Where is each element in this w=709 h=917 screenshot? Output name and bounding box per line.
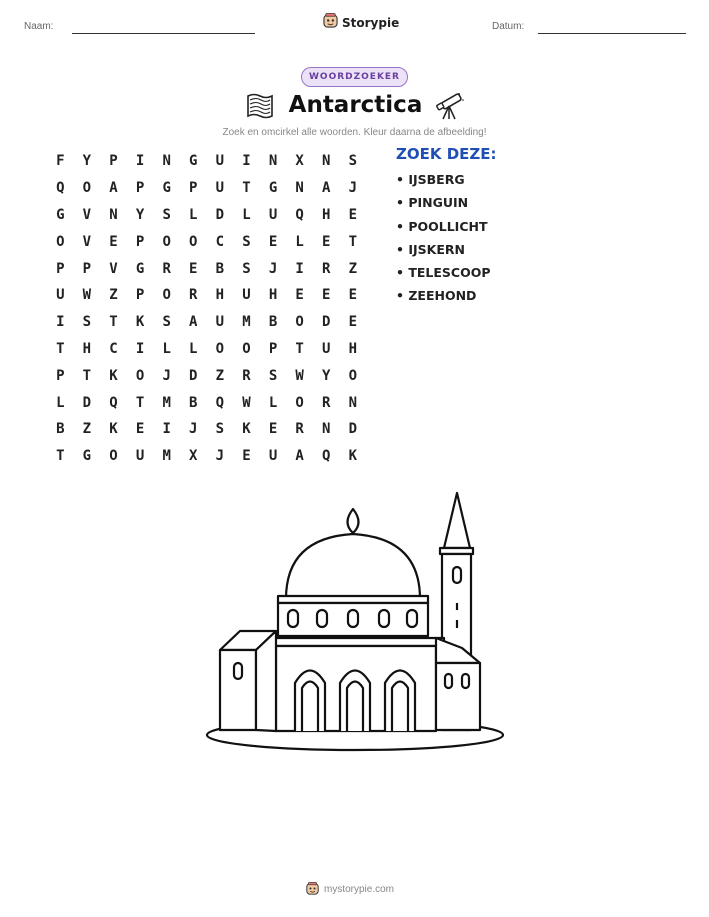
grid-letter[interactable]: Q xyxy=(56,180,65,197)
grid-letter[interactable]: C xyxy=(109,340,118,357)
grid-letter[interactable]: U xyxy=(215,180,225,197)
word-item: • IJSKERN xyxy=(396,241,465,257)
grid-letter[interactable]: U xyxy=(215,314,225,331)
name-label: Naam: xyxy=(24,21,54,32)
grid-letter[interactable]: K xyxy=(135,314,145,331)
grid-letter[interactable]: V xyxy=(82,206,92,223)
grid-letter[interactable]: O xyxy=(82,180,92,197)
grid-letter[interactable]: O xyxy=(295,314,304,331)
footer xyxy=(306,880,394,899)
grid-row xyxy=(47,362,366,389)
grid-letter[interactable]: S xyxy=(162,314,171,331)
grid-letter[interactable]: F xyxy=(56,153,65,170)
grid-letter[interactable]: N xyxy=(109,206,118,223)
grid-letter[interactable]: O xyxy=(162,233,171,250)
grid-letter[interactable]: K xyxy=(109,421,118,438)
grid-letter[interactable]: K xyxy=(348,448,358,465)
grid-letter[interactable]: A xyxy=(295,448,304,465)
grid-letter[interactable]: O xyxy=(295,394,304,411)
grid-letter[interactable]: V xyxy=(109,260,118,277)
grid-letter[interactable]: U xyxy=(268,206,278,223)
name-field[interactable] xyxy=(72,33,255,34)
word-item: • ZEEHOND xyxy=(396,288,477,304)
grid-letter[interactable]: D xyxy=(322,314,331,331)
grid-letter[interactable]: X xyxy=(189,448,198,465)
grid-letter[interactable]: E xyxy=(268,233,278,250)
grid-letter[interactable]: V xyxy=(82,233,92,250)
grid-letter[interactable]: U xyxy=(322,340,331,357)
grid-letter[interactable]: E xyxy=(322,233,331,250)
storypie-mascot-icon xyxy=(306,880,319,899)
grid-letter[interactable]: D xyxy=(189,367,198,384)
grid-row xyxy=(47,255,366,282)
grid-letter[interactable]: H xyxy=(348,340,358,357)
date-label: Datum: xyxy=(492,21,525,32)
grid-letter[interactable]: R xyxy=(242,367,251,384)
grid-letter[interactable]: O xyxy=(215,340,225,357)
grid-letter[interactable]: P xyxy=(109,153,118,170)
grid-letter[interactable]: E xyxy=(348,314,358,331)
grid-row xyxy=(47,282,366,309)
grid-letter[interactable]: U xyxy=(135,448,145,465)
date-field[interactable] xyxy=(538,33,686,34)
grid-letter[interactable]: T xyxy=(56,340,65,357)
grid-letter[interactable]: A xyxy=(189,314,198,331)
grid-letter[interactable]: I xyxy=(295,260,304,277)
word-list xyxy=(396,172,491,312)
worksheet-type-badge: WOORDZOEKER xyxy=(301,67,408,87)
grid-letter[interactable]: X xyxy=(295,153,304,170)
grid-letter[interactable]: O xyxy=(109,448,118,465)
grid-letter[interactable]: O xyxy=(162,287,171,304)
grid-letter[interactable]: O xyxy=(189,233,198,250)
grid-letter[interactable]: B xyxy=(268,314,278,331)
grid-letter[interactable]: Z xyxy=(82,421,92,438)
grid-letter[interactable]: H xyxy=(322,206,331,223)
grid-letter[interactable]: D xyxy=(215,206,225,223)
grid-letter[interactable]: P xyxy=(56,367,65,384)
grid-letter[interactable]: E xyxy=(135,421,145,438)
grid-letter[interactable]: N xyxy=(348,394,358,411)
grid-letter[interactable]: E xyxy=(322,287,331,304)
word-item: • IJSBERG xyxy=(396,172,465,187)
grid-letter[interactable]: R xyxy=(322,394,331,411)
grid-letter[interactable]: B xyxy=(215,260,225,277)
grid-letter[interactable]: N xyxy=(162,153,171,170)
grid-letter[interactable]: P xyxy=(189,180,198,197)
grid-letter[interactable]: E xyxy=(348,287,358,304)
word-search-grid xyxy=(47,148,366,470)
word-item: • PINGUIN xyxy=(396,195,469,211)
grid-letter[interactable]: L xyxy=(295,233,304,250)
grid-letter[interactable]: B xyxy=(56,421,65,438)
grid-row xyxy=(47,416,366,443)
grid-letter[interactable]: P xyxy=(82,260,92,277)
grid-letter[interactable]: S xyxy=(82,314,92,331)
grid-letter[interactable]: L xyxy=(56,394,65,411)
grid-row xyxy=(47,175,366,202)
grid-letter[interactable]: O xyxy=(348,367,358,384)
grid-letter[interactable]: A xyxy=(109,180,118,197)
word-list-title: ZOEK DEZE: xyxy=(396,145,497,163)
grid-letter[interactable]: G xyxy=(189,153,198,170)
grid-letter[interactable]: S xyxy=(162,206,171,223)
grid-letter[interactable]: P xyxy=(268,340,278,357)
grid-letter[interactable]: J xyxy=(268,260,278,277)
grid-letter[interactable]: T xyxy=(109,314,118,331)
grid-letter[interactable]: T xyxy=(295,340,304,357)
grid-letter[interactable]: Z xyxy=(109,287,118,304)
grid-letter[interactable]: R xyxy=(295,421,304,438)
grid-letter[interactable]: T xyxy=(82,367,92,384)
grid-letter[interactable]: S xyxy=(215,421,225,438)
grid-letter[interactable]: U xyxy=(56,287,65,304)
grid-letter[interactable]: J xyxy=(348,180,358,197)
grid-letter[interactable]: G xyxy=(268,180,278,197)
grid-letter[interactable]: P xyxy=(135,233,145,250)
grid-letter[interactable]: M xyxy=(162,448,171,465)
grid-letter[interactable]: U xyxy=(215,153,225,170)
grid-letter[interactable]: E xyxy=(242,448,251,465)
grid-letter[interactable]: S xyxy=(242,233,251,250)
grid-letter[interactable]: Z xyxy=(215,367,225,384)
grid-letter[interactable]: Y xyxy=(322,367,331,384)
grid-letter[interactable]: W xyxy=(82,287,92,304)
grid-letter[interactable]: N xyxy=(295,180,304,197)
grid-letter[interactable]: Q xyxy=(109,394,118,411)
brand-name: Storypie xyxy=(342,15,400,30)
grid-letter[interactable]: U xyxy=(268,448,278,465)
grid-letter[interactable]: M xyxy=(162,394,171,411)
wavy-flag-icon xyxy=(244,90,276,126)
grid-letter[interactable]: Z xyxy=(348,260,358,277)
grid-letter[interactable]: R xyxy=(322,260,331,277)
grid-letter[interactable]: D xyxy=(348,421,358,438)
grid-letter[interactable]: N xyxy=(268,153,278,170)
word-item: • TELESCOOP xyxy=(396,265,491,281)
grid-letter[interactable]: O xyxy=(242,340,251,357)
grid-letter[interactable]: E xyxy=(348,206,358,223)
grid-letter[interactable]: N xyxy=(322,421,331,438)
grid-letter[interactable]: H xyxy=(268,287,278,304)
grid-letter[interactable]: P xyxy=(135,180,145,197)
grid-letter[interactable]: E xyxy=(189,260,198,277)
telescope-icon xyxy=(433,90,465,126)
grid-letter[interactable]: Q xyxy=(215,394,225,411)
grid-row xyxy=(47,389,366,416)
grid-letter[interactable]: I xyxy=(135,153,145,170)
grid-row xyxy=(47,148,366,175)
grid-letter[interactable]: U xyxy=(242,287,251,304)
grid-letter[interactable]: C xyxy=(215,233,225,250)
grid-letter[interactable]: S xyxy=(242,260,251,277)
grid-letter[interactable]: D xyxy=(82,394,92,411)
grid-letter[interactable]: W xyxy=(295,367,304,384)
grid-letter[interactable]: R xyxy=(162,260,171,277)
brand-logo xyxy=(323,13,399,32)
grid-letter[interactable]: I xyxy=(162,421,171,438)
grid-letter[interactable]: J xyxy=(215,448,225,465)
grid-letter[interactable]: L xyxy=(189,340,198,357)
grid-letter[interactable]: L xyxy=(268,394,278,411)
grid-letter[interactable]: I xyxy=(242,153,251,170)
grid-letter[interactable]: S xyxy=(348,153,358,170)
grid-letter[interactable]: J xyxy=(162,367,171,384)
grid-letter[interactable]: G xyxy=(56,206,65,223)
instructions: Zoek en omcirkel alle woorden. Kleur daarna de afbeelding! xyxy=(222,127,487,138)
grid-letter[interactable]: T xyxy=(242,180,251,197)
grid-letter[interactable]: N xyxy=(322,153,331,170)
grid-letter[interactable]: P xyxy=(56,260,65,277)
grid-letter[interactable]: H xyxy=(82,340,92,357)
grid-letter[interactable]: I xyxy=(56,314,65,331)
grid-letter[interactable]: L xyxy=(162,340,171,357)
grid-letter[interactable]: E xyxy=(268,421,278,438)
grid-letter[interactable]: I xyxy=(135,340,145,357)
grid-letter[interactable]: T xyxy=(56,448,65,465)
grid-letter[interactable]: P xyxy=(135,287,145,304)
grid-letter[interactable]: H xyxy=(215,287,225,304)
word-item: • POOLLICHT xyxy=(396,218,488,234)
grid-letter[interactable]: B xyxy=(189,394,198,411)
grid-letter[interactable]: J xyxy=(189,421,198,438)
grid-letter[interactable]: R xyxy=(189,287,198,304)
grid-letter[interactable]: A xyxy=(322,180,331,197)
grid-letter[interactable]: T xyxy=(135,394,145,411)
grid-letter[interactable]: O xyxy=(56,233,65,250)
grid-letter[interactable]: Y xyxy=(135,206,145,223)
grid-letter[interactable]: W xyxy=(242,394,251,411)
grid-row xyxy=(47,336,366,363)
grid-letter[interactable]: S xyxy=(268,367,278,384)
grid-letter[interactable]: M xyxy=(242,314,251,331)
grid-letter[interactable]: T xyxy=(348,233,358,250)
mosque-coloring-illustration[interactable] xyxy=(200,488,510,767)
grid-letter[interactable]: E xyxy=(295,287,304,304)
grid-letter[interactable]: K xyxy=(109,367,118,384)
footer-url: mystorypie.com xyxy=(324,884,395,895)
grid-letter[interactable]: O xyxy=(135,367,145,384)
grid-letter[interactable]: G xyxy=(135,260,145,277)
grid-letter[interactable]: G xyxy=(162,180,171,197)
grid-row xyxy=(47,443,366,470)
grid-letter[interactable]: L xyxy=(242,206,251,223)
grid-letter[interactable]: Q xyxy=(322,448,331,465)
grid-letter[interactable]: Y xyxy=(82,153,92,170)
grid-row xyxy=(47,202,366,229)
grid-letter[interactable]: L xyxy=(189,206,198,223)
grid-letter[interactable]: Q xyxy=(295,206,304,223)
grid-row xyxy=(47,309,366,336)
page-title: Antarctica xyxy=(288,92,423,118)
grid-row xyxy=(47,228,366,255)
storypie-mascot-icon xyxy=(323,13,338,32)
grid-letter[interactable]: K xyxy=(242,421,251,438)
grid-letter[interactable]: E xyxy=(109,233,118,250)
grid-letter[interactable]: G xyxy=(82,448,92,465)
